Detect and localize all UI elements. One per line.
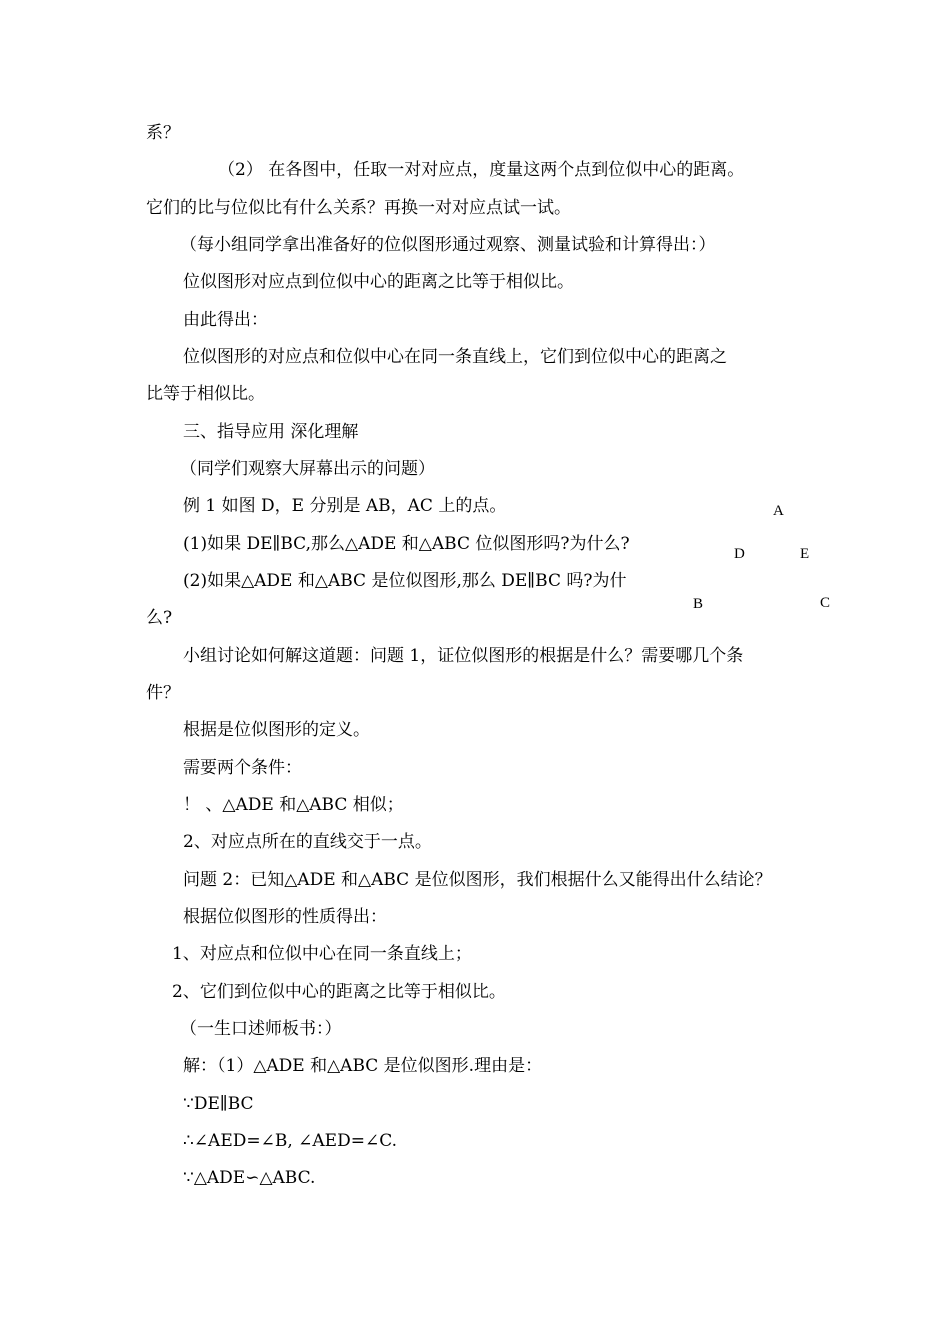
question-2-cont: 么? bbox=[146, 608, 173, 628]
text-line-16: 件？ bbox=[146, 683, 180, 703]
text-line-4: （每小组同学拿出准备好的位似图形通过观察、测量试验和计算得出：） bbox=[180, 235, 716, 255]
point-label-a: A bbox=[773, 503, 784, 519]
condition-1: ！ 、△ADE 和△ABC 相似； bbox=[183, 795, 404, 815]
text-line-10: （同学们观察大屏幕出示的问题） bbox=[180, 459, 435, 479]
point-label-b: B bbox=[693, 596, 704, 612]
text-line-15: 小组讨论如何解这道题：问题 1，证位似图形的根据是什么？需要哪几个条 bbox=[183, 646, 744, 666]
question-2: (2)如果△ADE 和△ABC 是位似图形,那么 DE∥BC 吗?为什 bbox=[183, 571, 627, 591]
text-line-8: 比等于相似比。 bbox=[146, 384, 265, 404]
question-1: (1)如果 DE∥BC,那么△ADE 和△ABC 位似图形吗?为什么? bbox=[183, 534, 630, 554]
point-label-d: D bbox=[734, 546, 745, 562]
point-label-e: E bbox=[800, 546, 810, 562]
text-line-6: 由此得出： bbox=[183, 310, 268, 330]
property-1: 1、对应点和位似中心在同一条直线上； bbox=[172, 944, 472, 964]
condition-2: 2、对应点所在的直线交于一点。 bbox=[183, 832, 432, 852]
text-line-18: 需要两个条件： bbox=[183, 758, 302, 778]
point-label-c: C bbox=[820, 595, 831, 611]
text-line-5: 位似图形对应点到位似中心的距离之比等于相似比。 bbox=[183, 272, 574, 292]
solution-start: 解：（1）△ADE 和△ABC 是位似图形.理由是： bbox=[183, 1056, 543, 1076]
text-line-17: 根据是位似图形的定义。 bbox=[183, 720, 370, 740]
section-heading: 三、指导应用 深化理解 bbox=[183, 422, 359, 442]
text-line-7: 位似图形的对应点和位似中心在同一条直线上，它们到位似中心的距离之 bbox=[183, 347, 727, 367]
text-line-22: 根据位似图形的性质得出： bbox=[183, 907, 387, 927]
property-2: 2、它们到位似中心的距离之比等于相似比。 bbox=[172, 982, 506, 1002]
text-line-2: （2） 在各图中，任取一对对应点，度量这两个点到位似中心的距离。 bbox=[218, 160, 745, 180]
solution-step-2: ∴∠AED=∠B, ∠AED=∠C. bbox=[183, 1131, 398, 1151]
text-line-1: 系？ bbox=[146, 123, 180, 143]
question-problem-2: 问题 2：已知△ADE 和△ABC 是位似图形，我们根据什么又能得出什么结论？ bbox=[183, 870, 772, 890]
solution-step-1: ∵DE∥BC bbox=[183, 1094, 254, 1114]
example-title: 例 1 如图 D，E 分别是 AB，AC 上的点。 bbox=[183, 496, 507, 516]
solution-step-3: ∵△ADE∽△ABC. bbox=[183, 1168, 316, 1188]
text-line-3: 它们的比与位似比有什么关系？再换一对对应点试一试。 bbox=[146, 198, 571, 218]
text-line-25: （一生口述师板书：） bbox=[180, 1019, 342, 1039]
